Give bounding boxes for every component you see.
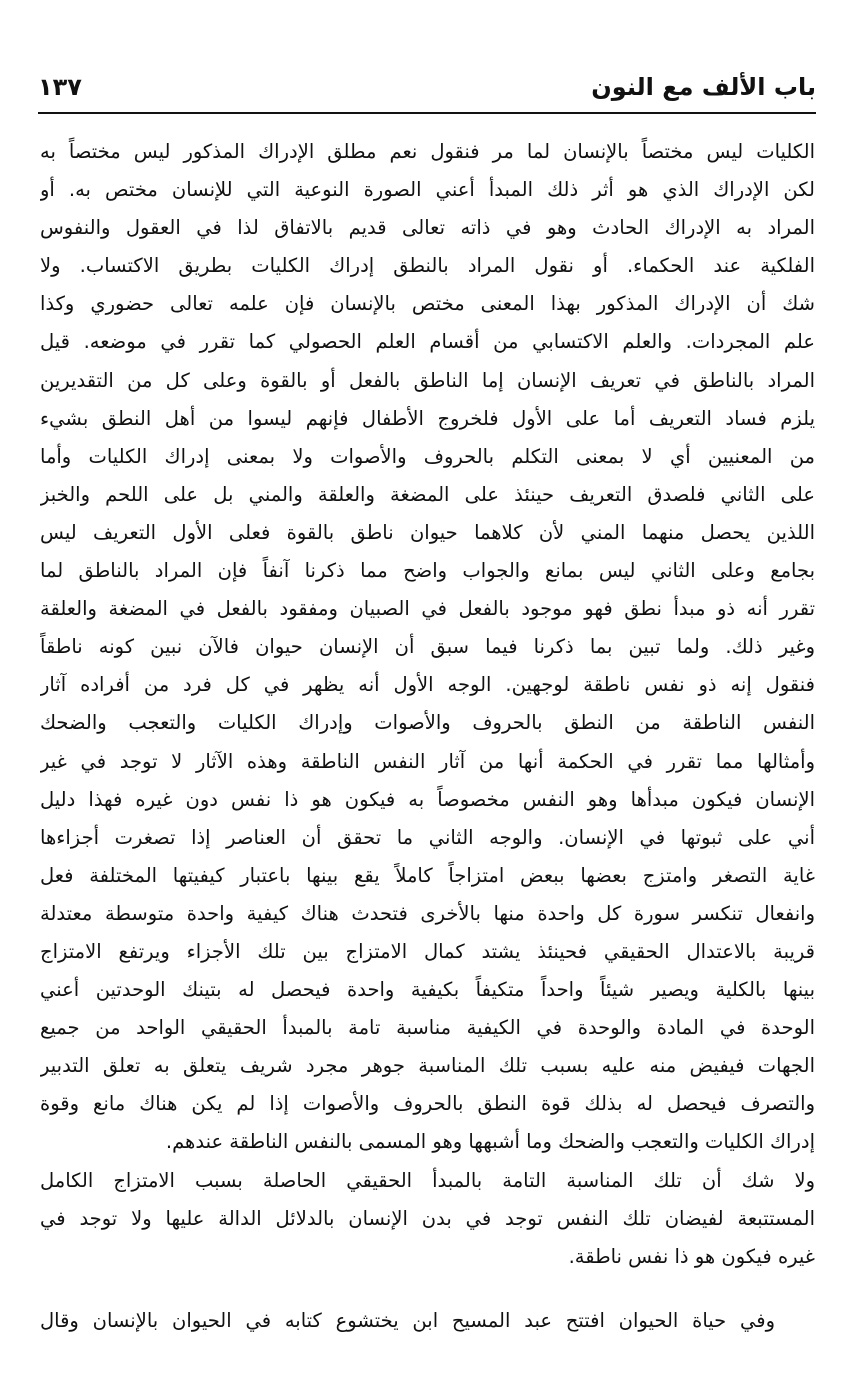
text-line: المراد به الإدراك الحادث وهو في ذاته تعالى قديم بالاتفاق لذا في العقول والنفوس: [40, 216, 815, 240]
next-paragraph: [40, 1302, 775, 1340]
text-line: أني على ثبوتها في الإنسان. والوجه الثاني ما تحقق أن العناصر إذا تصغرت أجزاءها: [40, 825, 815, 849]
text-line: يلزم فساد التعريف أما على الأول فلخروج الأطفال فإنهم ليسوا من أهل النطق بشيء: [40, 406, 815, 430]
text-line: وغير ذلك. ولما تبين بما ذكرنا فيما سبق أن الإنسان حيوان فالآن نبين كونه ناطقاً: [40, 635, 815, 659]
text-line: اللذين يحصل منهما المني لأن كلاهما حيوان ناطق بالقوة فعلى الأول التعريف ليس: [40, 520, 815, 544]
text-line: بينها بالكلية ويصير شيئاً واحداً متكيفاً بكيفية واحدة فيحصل له بتينك الوحدتين أعني: [40, 978, 815, 1002]
header-divider: [38, 112, 816, 114]
text-line: المراد بالناطق في تعريف الإنسان إما الناطق بالفعل أو بالقوة وعلى كل من التقديرين: [40, 368, 815, 392]
text-line: وفي حياة الحيوان افتتح عبد المسيح ابن يختشوع كتابه في الحيوان بالإنسان وقال: [40, 1309, 775, 1332]
text-line: غاية التصغر وامتزج بعضها ببعض امتزاجاً كاملاً يقع بينها باعتبار كيفيتها المختلفة فعل: [40, 863, 815, 887]
text-line: تقرر أنه ذو مبدأ نطق فهو موجود بالفعل في الصبيان ومفقود بالفعل في المضغة والعلقة: [40, 597, 815, 621]
text-line: لكن الإدراك الذي هو أثر ذلك المبدأ أعني الصورة النوعية التي للإنسان مختص به. أو: [40, 178, 815, 202]
text-line: المستتبعة لفيضان تلك النفس توجد في بدن الإنسان بالدلائل الدالة عليها ولا توجد في: [40, 1206, 815, 1230]
text-line: الكليات ليس مختصاً بالإنسان لما مر فنقول نعم مطلق الإدراك المذكور ليس مختصاً به: [40, 140, 815, 163]
text-line: علم المجردات. والعلم الاكتسابي من أقسام العلم الحصولي كما تقرر في موضعه. قيل: [40, 330, 815, 354]
text-line: فنقول إنه ذو نفس ناطقة لوجهين. الوجه الأول أنه يظهر في كل فرد من أفراده آثار: [40, 673, 815, 697]
page-number: ١٣٧: [38, 73, 82, 101]
text-line: النفس الناطقة من النطق بالحروف والأصوات وإدراك الكليات والتعجب والضحك: [40, 711, 815, 735]
text-line: والتصرف فيحصل له بذلك قوة النطق بالحروف والأصوات إذا لم يكن هناك مانع وقوة: [40, 1092, 815, 1116]
main-paragraph: [40, 133, 815, 1276]
text-line: الجهات فيفيض منه عليه بسبب تلك المناسبة جوهر مجرد شريف يتعلق به تعلق التدبير: [40, 1054, 815, 1078]
text-line: غيره فيكون هو ذا نفس ناطقة.: [568, 1244, 815, 1268]
chapter-title: باب الألف مع النون: [591, 73, 816, 101]
text-line: الإنسان فيكون مبدأها وهو النفس مخصوصاً به فيكون هو ذا نفس دون غيره فهذا دليل: [40, 787, 815, 811]
text-line: بجامع وعلى الثاني ليس بمانع والجواب واضح مما ذكرنا آنفاً فإن المراد بالناطق لما: [40, 559, 815, 583]
text-line: الوحدة في المادة والوحدة في الكيفية مناسبة تامة بالمبدأ الحقيقي الواحد من جميع: [40, 1016, 815, 1040]
text-line: وانفعال تنكسر سورة كل واحدة منها بالأخرى فتحدث هناك كيفية واحدة متوسطة معتدلة: [40, 901, 815, 925]
text-line: من المعنيين أي لا بمعنى التكلم بالحروف والأصوات ولا بمعنى إدراك الكليات وأما: [40, 444, 815, 468]
text-line: وأمثالها مما تقرر في الحكمة أنها من آثار النفس الناطقة وهذه الآثار لا توجد في غير: [40, 749, 815, 773]
text-line: على الثاني فلصدق التعريف حينئذ على المضغة والعلقة والمني بل على اللحم والخبز: [40, 482, 815, 506]
text-line: الفلكية عند الحكماء. أو نقول المراد بالنطق إدراك الكليات بطريق الاكتساب. ولا: [40, 254, 815, 278]
text-line: ولا شك أن تلك المناسبة التامة بالمبدأ الحقيقي الحاصلة بسبب الامتزاج الكامل: [40, 1168, 815, 1192]
text-line: إدراك الكليات والتعجب والضحك وما أشبهها وهو المسمى بالنفس الناطقة عندهم.: [165, 1130, 815, 1154]
page-header: [38, 66, 816, 110]
text-line: قريبة بالاعتدال الحقيقي فحينئذ يشتد كمال الامتزاج بين تلك الأجزاء ويرتفع الامتزاج: [40, 939, 815, 963]
text-line: شك أن الإدراك المذكور بهذا المعنى مختص بالإنسان فإن علمه تعالى حضوري وكذا: [40, 292, 815, 316]
